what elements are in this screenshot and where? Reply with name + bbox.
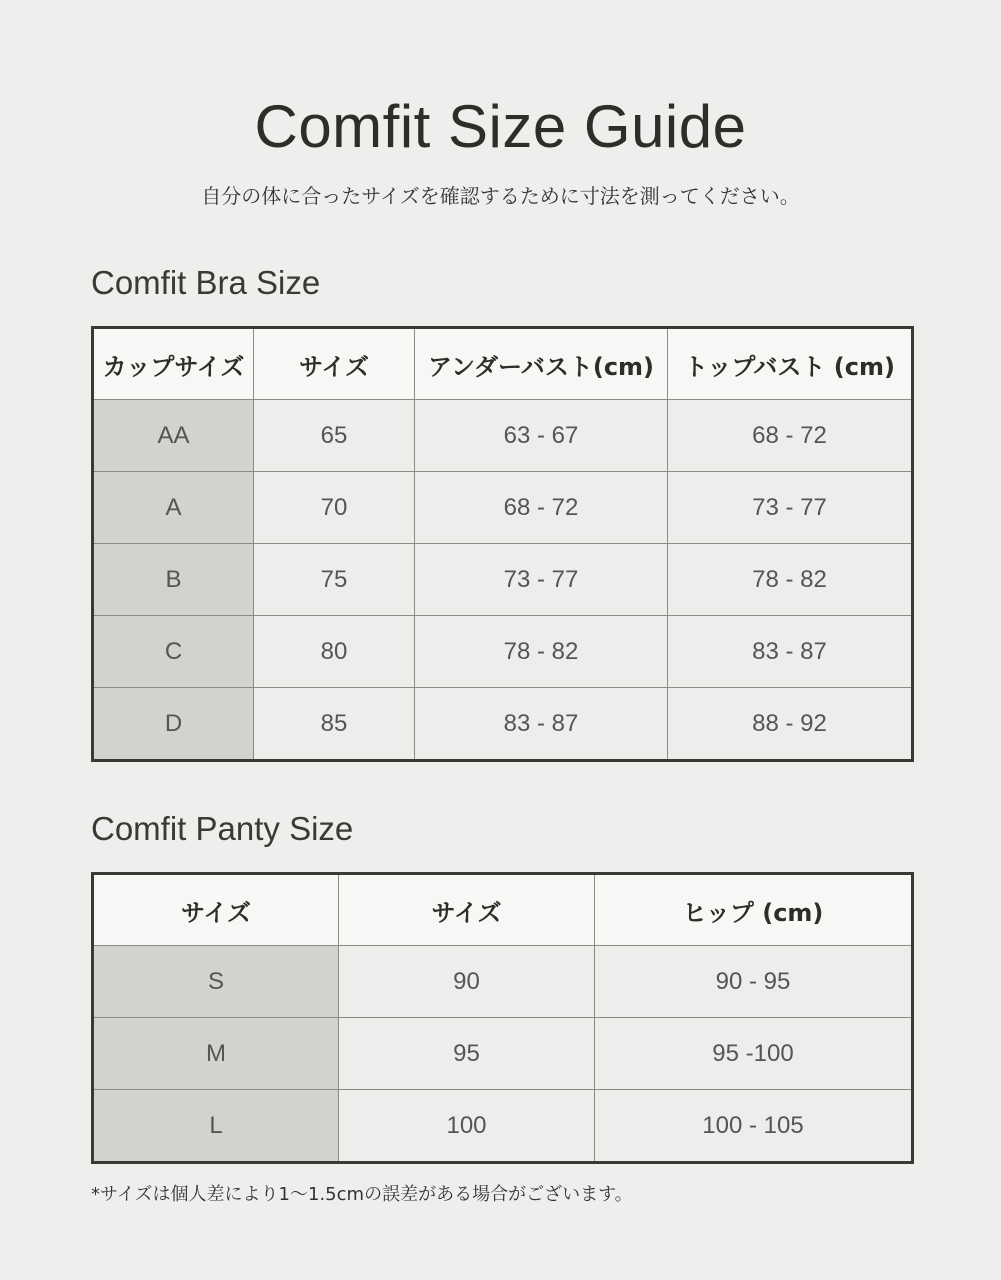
- table-header-row: [93, 328, 913, 400]
- bra-section-title: Comfit Bra Size: [91, 264, 321, 301]
- table-row: [93, 688, 913, 761]
- size-cell: 95: [339, 1018, 595, 1090]
- size-cell: 70: [254, 472, 415, 544]
- table-row: [93, 472, 913, 544]
- size-cell: 85: [254, 688, 415, 761]
- underbust-cell: 83 - 87: [415, 688, 668, 761]
- size-label-cell: M: [93, 1018, 339, 1090]
- column-header-underbust: アンダーバスト(cm): [415, 328, 668, 400]
- size-cell: 90: [339, 946, 595, 1018]
- cup-size-cell: AA: [93, 400, 254, 472]
- size-tolerance-note: *サイズは個人差により1〜1.5cmの誤差がある場合がございます。: [91, 1184, 633, 1205]
- column-header-cup-size: カップサイズ: [93, 328, 254, 400]
- underbust-cell: 73 - 77: [415, 544, 668, 616]
- size-cell: 80: [254, 616, 415, 688]
- hip-cell: 95 -100: [595, 1018, 913, 1090]
- cup-size-cell: D: [93, 688, 254, 761]
- panty-size-table: [91, 872, 914, 1164]
- underbust-cell: 63 - 67: [415, 400, 668, 472]
- topbust-cell: 78 - 82: [668, 544, 913, 616]
- table-row: [93, 1018, 913, 1090]
- page-title: Comfit Size Guide: [254, 93, 747, 160]
- cup-size-cell: C: [93, 616, 254, 688]
- column-header-hip: ヒップ (cm): [595, 874, 913, 946]
- topbust-cell: 83 - 87: [668, 616, 913, 688]
- topbust-cell: 73 - 77: [668, 472, 913, 544]
- size-cell: 100: [339, 1090, 595, 1163]
- page-subtitle: 自分の体に合ったサイズを確認するために寸法を測ってください。: [201, 184, 800, 208]
- panty-section-title: Comfit Panty Size: [91, 810, 354, 847]
- size-label-cell: S: [93, 946, 339, 1018]
- cup-size-cell: A: [93, 472, 254, 544]
- table-row: [93, 400, 913, 472]
- cup-size-cell: B: [93, 544, 254, 616]
- underbust-cell: 78 - 82: [415, 616, 668, 688]
- table-row: [93, 1090, 913, 1163]
- table-row: [93, 946, 913, 1018]
- size-label-cell: L: [93, 1090, 339, 1163]
- topbust-cell: 68 - 72: [668, 400, 913, 472]
- size-cell: 75: [254, 544, 415, 616]
- column-header-size: サイズ: [254, 328, 415, 400]
- topbust-cell: 88 - 92: [668, 688, 913, 761]
- size-cell: 65: [254, 400, 415, 472]
- underbust-cell: 68 - 72: [415, 472, 668, 544]
- table-header-row: [93, 874, 913, 946]
- table-row: [93, 616, 913, 688]
- column-header-size-label: サイズ: [93, 874, 339, 946]
- column-header-topbust: トップバスト (cm): [668, 328, 913, 400]
- column-header-size: サイズ: [339, 874, 595, 946]
- hip-cell: 100 - 105: [595, 1090, 913, 1163]
- table-row: [93, 544, 913, 616]
- hip-cell: 90 - 95: [595, 946, 913, 1018]
- bra-size-table: [91, 326, 914, 762]
